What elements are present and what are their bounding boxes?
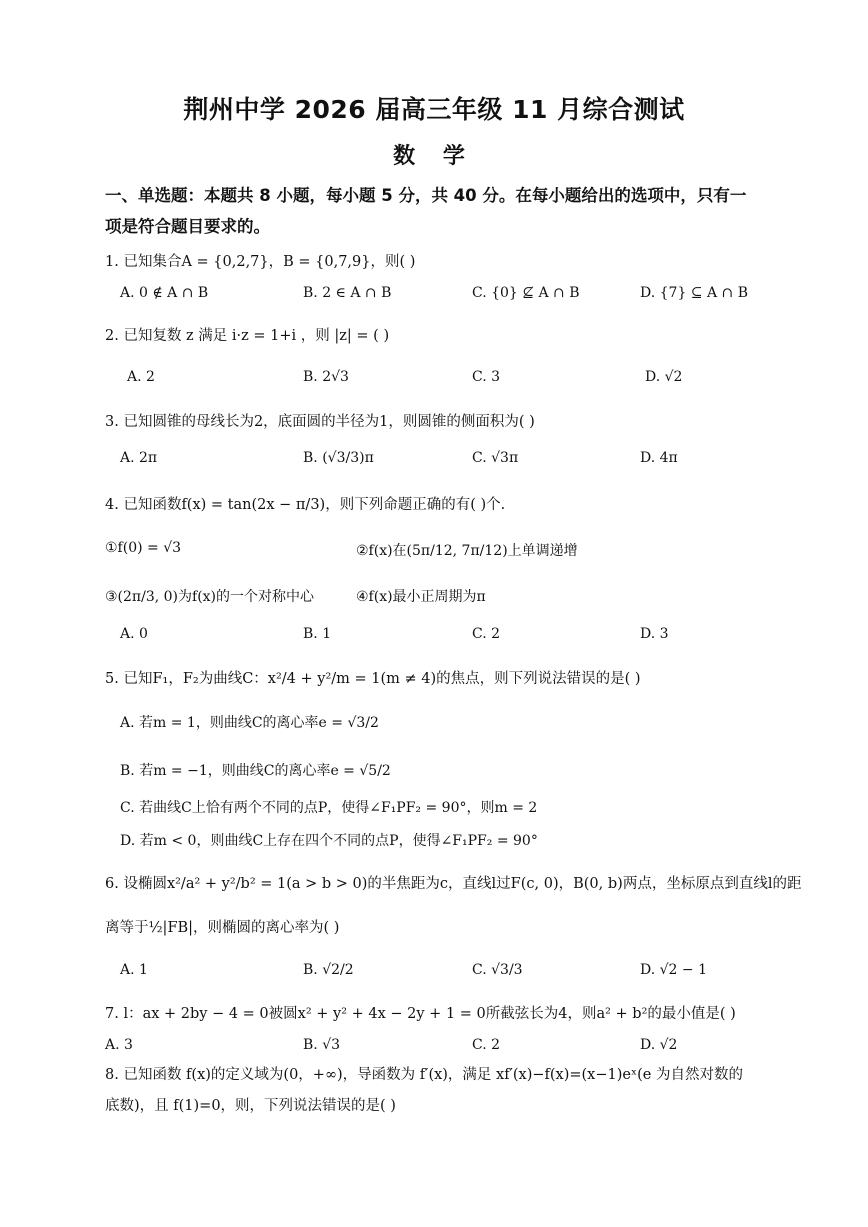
question-8-stem: 8. 已知函数 f(x)的定义域为(0，+∞)，导函数为 f′(x)，满足 xf′(x)−f(x)=(x−1)eˣ(e 为自然对数的 [105, 1067, 743, 1083]
question-1-option-b: B. 2 ∈ A ∩ B [303, 285, 392, 301]
question-4-statement-1: ①f(0) = √3 [105, 540, 182, 556]
question-1-option-d: D. {7} ⊆ A ∩ B [640, 285, 749, 301]
question-5-stem: 5. 已知F₁，F₂为曲线C：x²/4 + y²/m = 1(m ≠ 4)的焦点，则下列说法错误的是( ) [105, 671, 641, 687]
question-4-option-c: C. 2 [472, 626, 501, 642]
question-3-option-b: B. (√3/3)π [303, 450, 374, 466]
question-8-stem-continued: 底数)，且 f(1)=0，则，下列说法错误的是( ) [105, 1098, 396, 1114]
question-7-option-d: D. √2 [640, 1037, 678, 1053]
question-1-stem: 1. 已知集合A = {0,2,7}，B = {0,7,9}，则( ) [105, 254, 416, 270]
question-6-option-a: A. 1 [120, 962, 148, 978]
question-6-option-b: B. √2/2 [303, 962, 354, 978]
question-2-stem: 2. 已知复数 z 满足 i·z = 1+i ，则 |z| = ( ) [105, 328, 390, 344]
question-3-option-a: A. 2π [120, 450, 158, 466]
question-2-option-b: B. 2√3 [303, 369, 349, 385]
question-6-option-c: C. √3/3 [472, 962, 523, 978]
question-3-stem: 3. 已知圆锥的母线长为2，底面圆的半径为1，则圆锥的侧面积为( ) [105, 414, 535, 430]
question-6-option-d: D. √2 − 1 [640, 962, 707, 978]
question-2-option-d: D. √2 [645, 369, 683, 385]
question-7-stem: 7. l：ax + 2by − 4 = 0被圆x² + y² + 4x − 2y + 1 = 0所截弦长为4，则a² + b²的最小值是( ) [105, 1006, 736, 1022]
question-1-option-a: A. 0 ∉ A ∩ B [120, 285, 209, 301]
question-6-stem-continued: 离等于½|FB|，则椭圆的离心率为( ) [105, 920, 340, 936]
question-7-option-c: C. 2 [472, 1037, 501, 1053]
question-3-option-c: C. √3π [472, 450, 519, 466]
question-4-option-b: B. 1 [303, 626, 332, 642]
exam-title: 荆州中学 2026 届高三年级 11 月综合测试 [183, 95, 685, 124]
question-4-stem: 4. 已知函数f(x) = tan(2x − π/3)，则下列命题正确的有( )个. [105, 497, 506, 513]
question-1-option-c: C. {0} ⊈ A ∩ B [472, 285, 580, 301]
question-5-option-d: D. 若m < 0，则曲线C上存在四个不同的点P，使得∠F₁PF₂ = 90° [120, 833, 538, 849]
question-5-option-c: C. 若曲线C上恰有两个不同的点P，使得∠F₁PF₂ = 90°，则m = 2 [120, 800, 538, 816]
question-5-option-b: B. 若m = −1，则曲线C的离心率e = √5/2 [120, 763, 391, 779]
question-4-option-d: D. 3 [640, 626, 669, 642]
section-heading-line-2: 项是符合题目要求的。 [105, 217, 270, 236]
question-4-statement-2: ②f(x)在(5π/12, 7π/12)上单调递增 [356, 543, 578, 559]
question-2-option-a: A. 2 [127, 369, 155, 385]
question-4-statement-4: ④f(x)最小正周期为π [356, 589, 486, 605]
question-7-option-a: A. 3 [105, 1037, 133, 1053]
question-2-option-c: C. 3 [472, 369, 501, 385]
question-3-option-d: D. 4π [640, 450, 678, 466]
question-4-option-a: A. 0 [120, 626, 148, 642]
question-4-statement-3: ③(2π/3, 0)为f(x)的一个对称中心 [105, 589, 315, 605]
section-heading-line-1: 一、单选题：本题共 8 小题，每小题 5 分，共 40 分。在每小题给出的选项中，只有一 [105, 186, 747, 205]
subject-heading: 数 学 [393, 144, 475, 169]
question-7-option-b: B. √3 [303, 1037, 341, 1053]
question-6-stem: 6. 设椭圆x²/a² + y²/b² = 1(a > b > 0)的半焦距为c，直线l过F(c, 0)，B(0, b)两点，坐标原点到直线l的距 [105, 876, 802, 892]
question-5-option-a: A. 若m = 1，则曲线C的离心率e = √3/2 [120, 715, 379, 731]
